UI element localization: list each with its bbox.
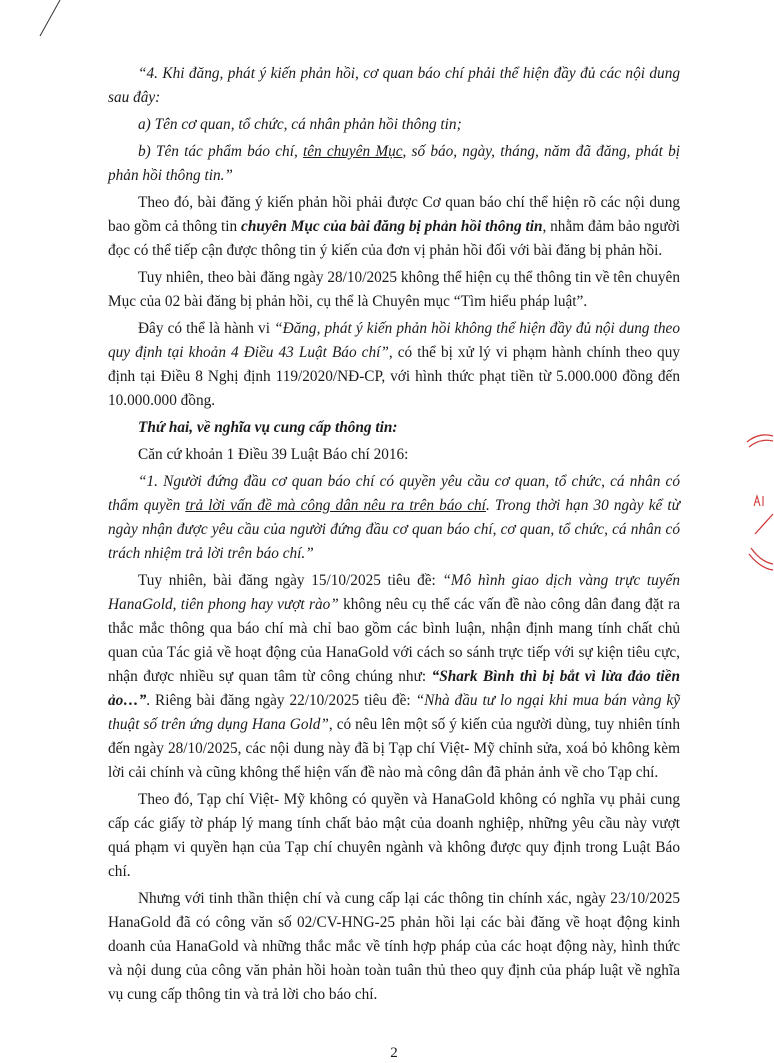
text-run: b) Tên tác phẩm báo chí,	[138, 143, 303, 160]
paragraph	[108, 569, 680, 785]
text-run: tên chuyên Mục	[302, 143, 403, 160]
paragraph	[108, 443, 680, 467]
paragraph	[108, 788, 680, 884]
text-run: “Đăng, phát ý kiến phản hồi không thể hiện đầy đủ nội dung theo quy định tại khoản 4 Điều 43 Luật Báo chí”	[108, 320, 680, 361]
text-run: Tuy nhiên, bài đăng ngày 15/10/2025 tiêu đề:	[138, 572, 443, 589]
paragraph	[108, 191, 680, 263]
scan-edge-line	[0, 0, 80, 40]
text-run: Theo đó, Tạp chí Việt- Mỹ không có quyền và HanaGold không có nghĩa vụ phải cung cấp các giấy tờ pháp lý mang tính chất bảo mật của doanh nghiệp, những yêu cầu này vượt quá phạm vi quyền hạn của Tạp chí chuyên ngành và không được quy định trong Luật Báo chí.	[108, 791, 680, 880]
text-run: , có thể bị xử lý vi phạm hành chính theo quy định tại Điều 8 Nghị định 119/2020/NĐ-CP, với hình thức phạt tiền từ 5.000.000 đồng đến 10.000.000 đồng.	[108, 344, 680, 409]
text-run: “Mô hình giao dịch vàng trực tuyến HanaGold, tiên phong hay vượt rào”	[108, 572, 680, 613]
text-run: . Riêng bài đăng ngày 22/10/2025 tiêu đề:	[146, 692, 416, 709]
text-run: , nhằm đảm bảo người đọc có thể tiếp cận được thông tin ý kiến của đơn vị phản hồi đối với bài đăng bị phản hồi.	[108, 218, 680, 259]
text-run: Theo đó, bài đăng ý kiến phản hồi phải được Cơ quan báo chí thể hiện rõ các nội dung bao gồm cả thông tin	[108, 194, 680, 235]
document-body	[108, 62, 680, 1007]
text-run: Nhưng với tinh thần thiện chí và cung cấp lại các thông tin chính xác, ngày 23/10/2025 HanaGold đã có công văn số 02/CV-HNG-25 phản hồi lại các bài đăng về hoạt động kinh doanh của HanaGold và những thắc mắc về tính hợp pháp của các hoạt động này, hình thức và nội dung của công văn phản hồi hoàn toàn tuân thủ theo quy định của pháp luật về nghĩa vụ cung cấp thông tin và trả lời cho báo chí.	[108, 890, 680, 1003]
text-run: , có nêu lên một số ý kiến của người dùng, tuy nhiên tính đến ngày 28/10/2025, các nội dung này đã bị Tạp chí Việt- Mỹ chỉnh sửa, xoá bỏ không kèm lời cải chính và cũng không thể hiện vấn đề nào mà công dân đã phản ảnh về cho Tạp chí.	[108, 716, 680, 781]
paragraph	[108, 887, 680, 1007]
paragraph	[108, 416, 680, 440]
text-run: a) Tên cơ quan, tổ chức, cá nhân phản hồi thông tin;	[138, 116, 462, 133]
text-run: Căn cứ khoản 1 Điều 39 Luật Báo chí 2016:	[138, 446, 409, 463]
text-run: “Shark Bình thì bị bắt vì lừa đảo tiền ảo…”	[108, 668, 680, 709]
text-run: Đây có thể là hành vi	[138, 320, 275, 337]
paragraph	[108, 470, 680, 566]
text-run: “4. Khi đăng, phát ý kiến phản hồi, cơ quan báo chí phải thể hiện đầy đủ các nội dung sau đây:	[108, 65, 680, 106]
text-run: , số báo, ngày, tháng, năm đã đăng, phát bị phản hồi thông tin.”	[108, 143, 680, 184]
paragraph	[108, 62, 680, 110]
text-run: Tuy nhiên, theo bài đăng ngày 28/10/2025 không thể hiện cụ thể thông tin về tên chuyên Mục của 02 bài đăng bị phản hồi, cụ thể là Chuyên mục “Tìm hiểu pháp luật”.	[108, 269, 680, 310]
text-run: “Nhà đầu tư lo ngại khi mua bán vàng kỹ thuật số trên ứng dụng Hana Gold”	[108, 692, 680, 733]
paragraph	[108, 140, 680, 188]
text-run: không nêu cụ thể các vấn đề nào công dân đang đặt ra thắc mắc thông qua báo chí mà chỉ bao gồm các bình luận, nhận định mang tính chất chủ quan của Tác giả về hoạt động của HanaGold với cách so sánh trực tiếp với sự kiện tiêu cực, nhận được nhiều sự quan tâm từ công chúng như:	[108, 596, 680, 685]
paragraph	[108, 266, 680, 314]
red-stamp-fragment	[745, 430, 774, 580]
text-run: Thứ hai, về nghĩa vụ cung cấp thông tin:	[138, 419, 398, 436]
text-run: chuyên Mục của bài đăng bị phản hồi thông tin	[241, 218, 543, 235]
text-run: trả lời vấn đề mà công dân nêu ra trên báo chí	[185, 497, 486, 514]
page-number: 2	[390, 1045, 398, 1061]
text-run: “1. Người đứng đầu cơ quan báo chí có quyền yêu cầu cơ quan, tổ chức, cá nhân có thẩm quyền	[108, 473, 680, 514]
document-sheet	[108, 62, 680, 1063]
paragraph	[108, 113, 680, 137]
paragraph	[108, 317, 680, 413]
text-run: . Trong thời hạn 30 ngày kể từ ngày nhận được yêu cầu của người đứng đầu cơ quan báo chí, cơ quan, tổ chức, cá nhân có trách nhiệm trả lời trên báo chí.”	[108, 497, 680, 562]
